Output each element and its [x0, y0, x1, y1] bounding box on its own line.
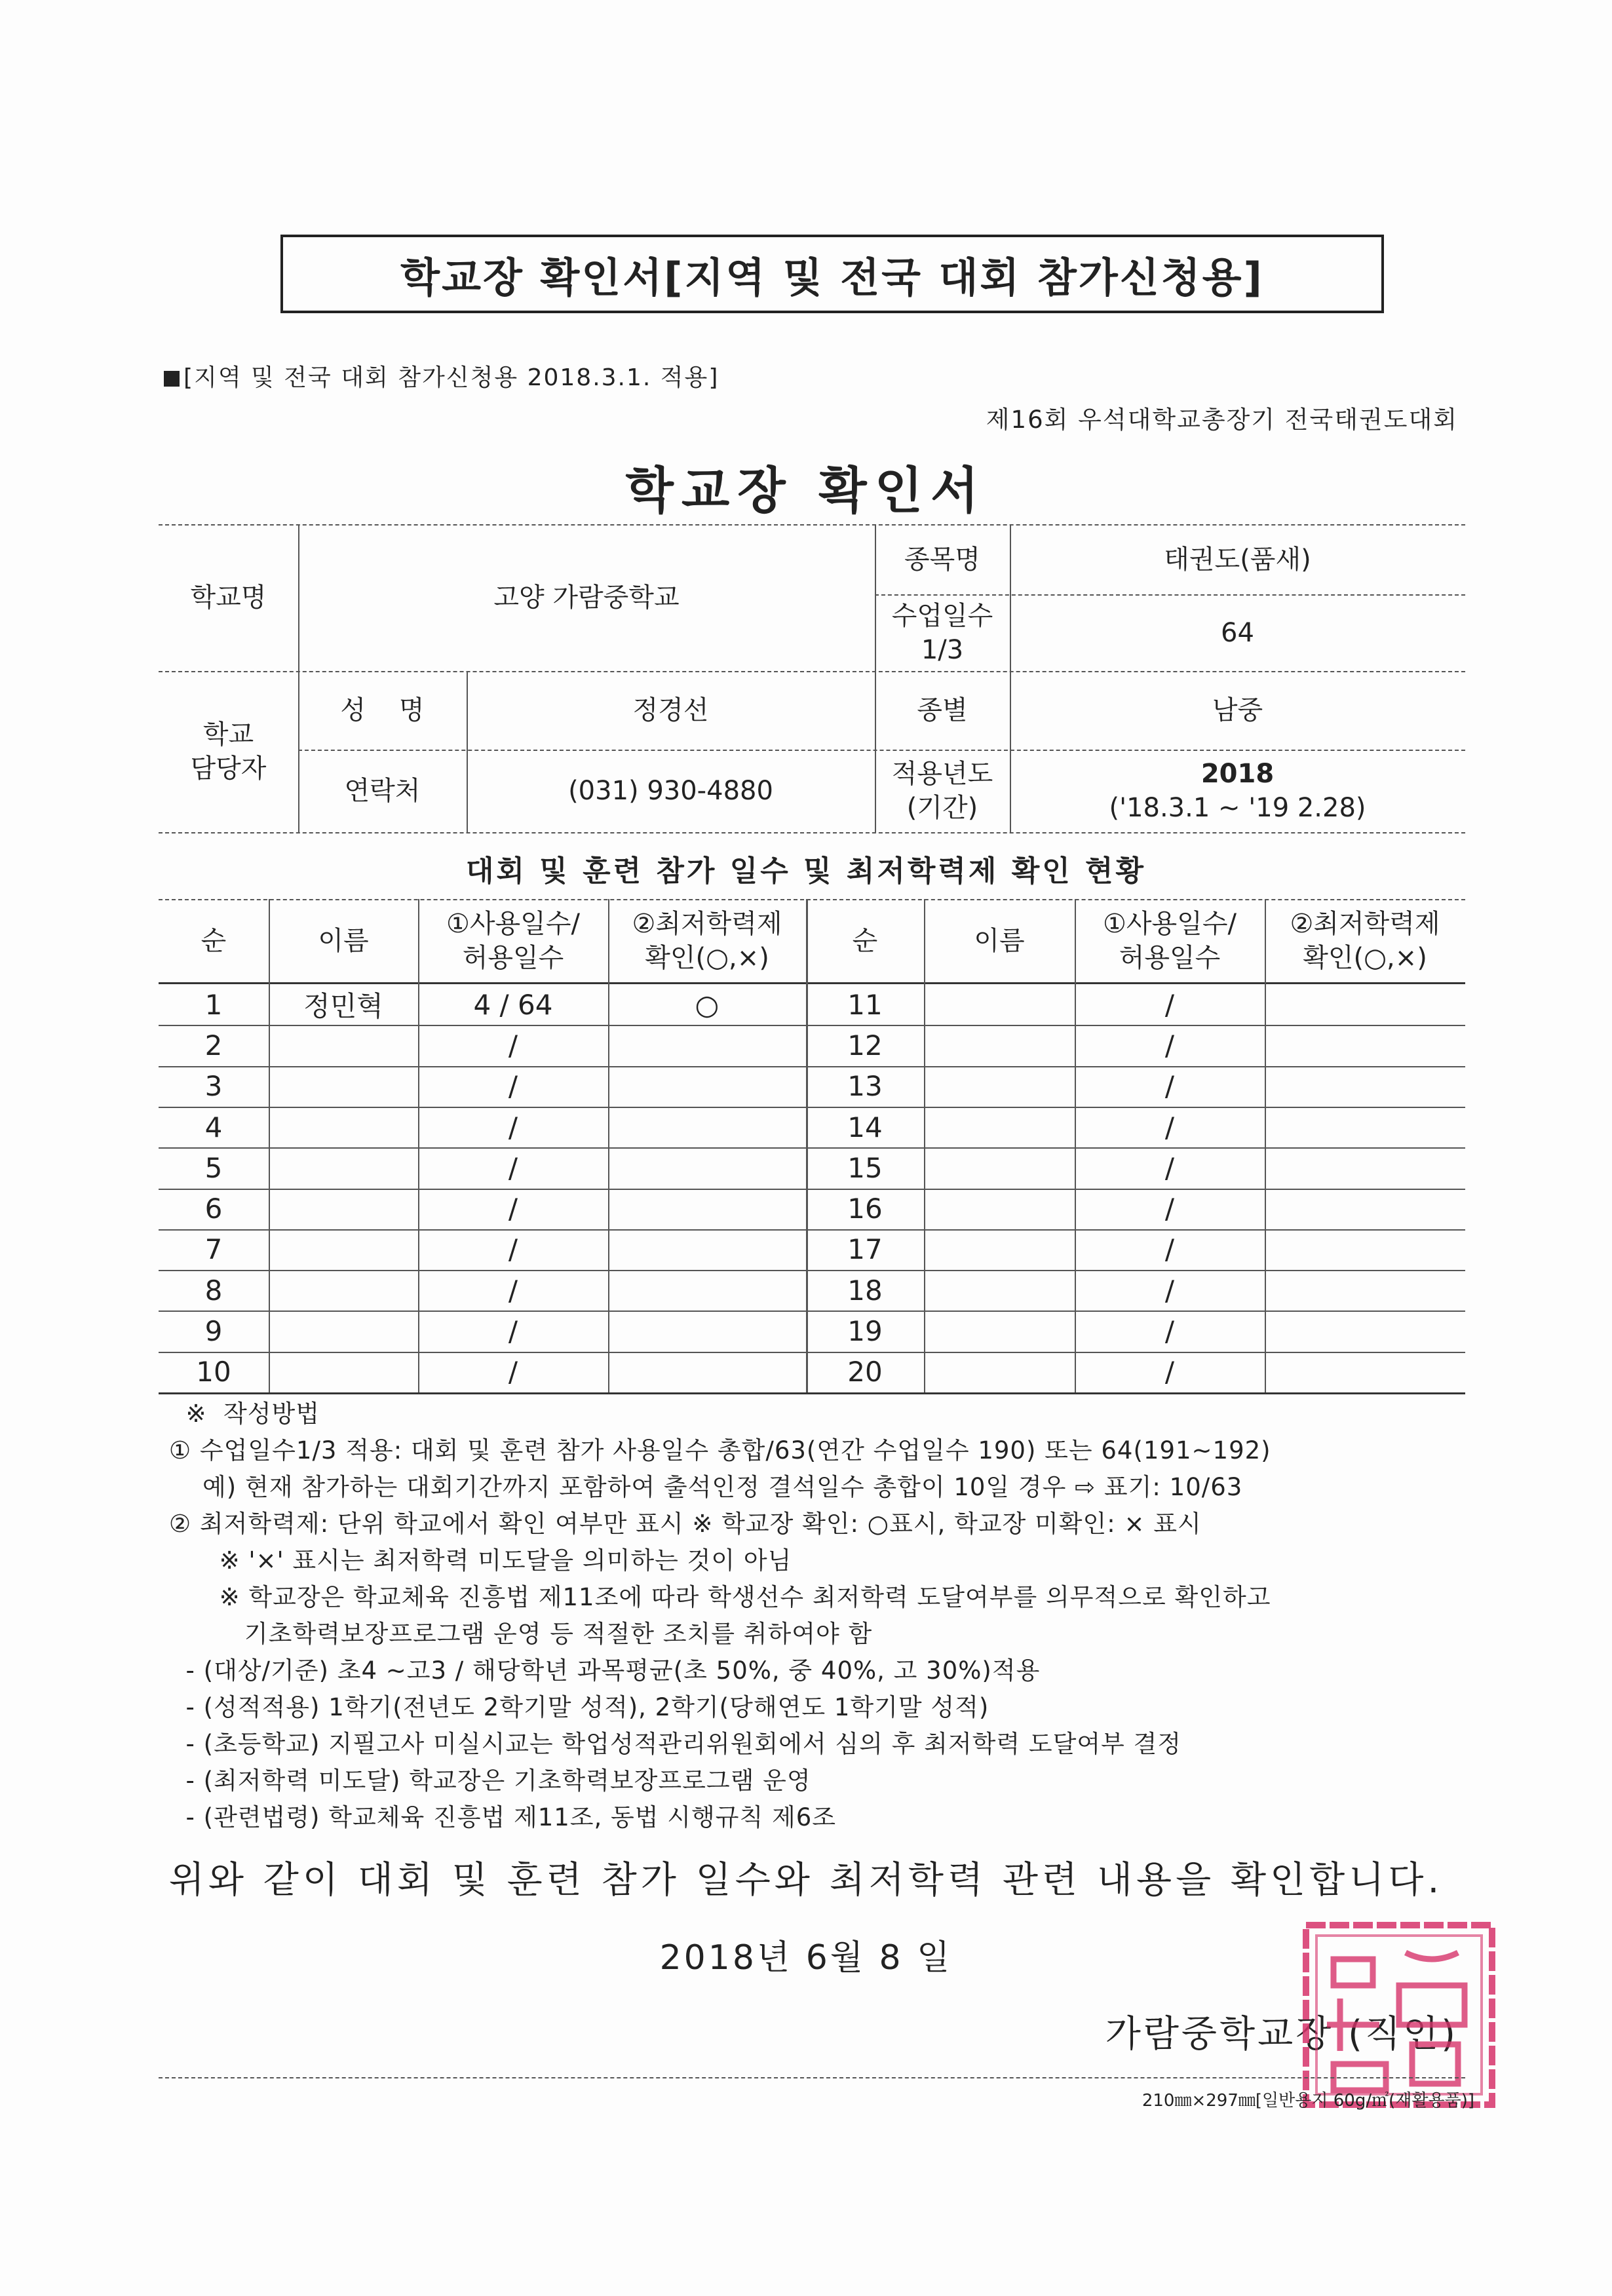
col-no: 순	[201, 925, 227, 956]
cell-check2	[1265, 1025, 1465, 1065]
cell-days2: /	[1164, 1193, 1175, 1225]
col-days-2-line1: ①사용일수/	[1103, 908, 1237, 939]
col-check	[608, 899, 806, 982]
manager-label-line2: 담당자	[190, 754, 267, 784]
cell-days2: /	[1164, 1029, 1175, 1062]
cell-no2: 16	[847, 1193, 883, 1225]
school-label: 학교명	[190, 583, 267, 613]
days-label	[875, 594, 1010, 671]
name-value: 정경선	[632, 695, 709, 725]
cell-days: /	[508, 1233, 518, 1266]
status-title: 대회 및 훈련 참가 일수 및 최저학력제 확인 현황	[465, 854, 1147, 888]
cell-no: 8	[204, 1274, 223, 1307]
cell-check2	[1265, 1229, 1465, 1270]
cell-name2	[924, 1270, 1075, 1311]
signer: 가람중학교장 (직인)	[1105, 2013, 1458, 2056]
cell-name2	[924, 1352, 1075, 1392]
cell-days2: /	[1164, 1151, 1175, 1184]
col-check-line2: 확인(○,×)	[645, 942, 769, 973]
guide-line: - (초등학교) 지필고사 미실시교는 학업성적관리위원회에서 심의 후 최저학력 도달여부 결정	[169, 1730, 1182, 1758]
cell-check: ○	[695, 988, 720, 1021]
document-title: 학교장 확인서[지역 및 전국 대회 참가신청용]	[400, 253, 1264, 301]
school-value: 고양 가람중학교	[493, 583, 680, 613]
cell-days2: /	[1164, 988, 1175, 1021]
cell-days: /	[508, 1274, 518, 1307]
col-days-line1: ①사용일수/	[446, 908, 580, 939]
cell-days2: /	[1164, 1070, 1175, 1103]
cell-name2	[924, 1229, 1075, 1270]
cell-name2	[924, 984, 1075, 1025]
cell-name2	[924, 1189, 1075, 1229]
cell-no: 4	[204, 1111, 223, 1143]
cell-no2: 13	[847, 1070, 883, 1103]
cell-no2: 15	[847, 1151, 883, 1184]
document-title-box	[280, 235, 1384, 313]
cell-name	[269, 1229, 418, 1270]
guide-line: - (성적적용) 1학기(전년도 2학기말 성적), 2학기(당해연도 1학기말 성적)	[169, 1693, 989, 1721]
cell-check	[608, 1270, 806, 1311]
col-days-2-line2: 허용일수	[1119, 942, 1221, 973]
cell-no: 9	[204, 1315, 223, 1348]
col-no-2: 순	[852, 925, 878, 956]
year-value-year: 2018	[1200, 759, 1275, 789]
year-label-line1: 적용년도	[891, 759, 993, 789]
guide-line: - (최저학력 미도달) 학교장은 기초학력보장프로그램 운영	[169, 1767, 811, 1795]
col-check-2-line2: 확인(○,×)	[1303, 942, 1427, 973]
paper-spec: 210㎜×297㎜[일반용지 60g/㎡(재활용품)]	[1142, 2091, 1474, 2111]
cell-no2: 18	[847, 1274, 883, 1307]
cell-name	[269, 1311, 418, 1351]
col-days-2	[1075, 899, 1265, 982]
cell-name: 정민혁	[303, 990, 383, 1023]
cell-no2: 19	[847, 1315, 883, 1348]
cell-name	[269, 1352, 418, 1392]
col-name-2: 이름	[974, 925, 1025, 956]
cell-no: 6	[204, 1193, 223, 1225]
cell-name2	[924, 1147, 1075, 1188]
cell-check	[608, 1352, 806, 1392]
contact-value: (031) 930-4880	[568, 776, 773, 806]
square-bullet-icon	[164, 371, 180, 387]
cell-days: /	[508, 1151, 518, 1184]
cell-no: 1	[204, 988, 223, 1021]
cell-days: 4 / 64	[473, 988, 553, 1021]
cell-check	[608, 1025, 806, 1065]
cell-name2	[924, 1107, 1075, 1147]
cell-no2: 11	[847, 988, 883, 1021]
year-value	[1010, 750, 1465, 832]
cell-check2	[1265, 1311, 1465, 1351]
guide-line: 기초학력보장프로그램 운영 등 적절한 조치를 취하여야 함	[169, 1620, 873, 1648]
cell-days: /	[508, 1356, 518, 1388]
cell-days2: /	[1164, 1233, 1175, 1266]
confirm-statement: 위와 같이 대회 및 훈련 참가 일수와 최저학력 관련 내용을 확인합니다.	[168, 1859, 1444, 1902]
cell-check2	[1265, 1189, 1465, 1229]
cell-no: 10	[196, 1356, 231, 1388]
cell-days2: /	[1164, 1315, 1175, 1348]
cell-name2	[924, 1025, 1075, 1065]
cell-days: /	[508, 1070, 518, 1103]
manager-label	[159, 671, 298, 832]
cell-check	[608, 1107, 806, 1147]
cell-check	[608, 1066, 806, 1107]
manager-label-line1: 학교	[202, 719, 254, 750]
col-check-line1: ②최저학력제	[632, 908, 782, 939]
notice-text: [지역 및 전국 대회 참가신청용 2018.3.1. 적용]	[183, 364, 720, 391]
cell-check2	[1265, 1270, 1465, 1311]
cell-no2: 12	[847, 1029, 883, 1062]
sport-value: 태권도(품새)	[1164, 544, 1311, 575]
year-value-period: ('18.3.1 ~ '19 2.28)	[1109, 793, 1366, 823]
gender-label: 종별	[917, 695, 968, 725]
name-label: 성 명	[340, 695, 425, 725]
guide-line: ② 최저학력제: 단위 학교에서 확인 여부만 표시 ※ 학교장 확인: ○표시, 학교장 미확인: × 표시	[169, 1510, 1202, 1538]
cell-days: /	[508, 1315, 518, 1348]
col-check-2-line1: ②최저학력제	[1290, 908, 1440, 939]
guide-line: ※ 학교장은 학교체육 진흥법 제11조에 따라 학생선수 최저학력 도달여부를 의무적으로 확인하고	[169, 1583, 1271, 1611]
cell-check	[608, 1229, 806, 1270]
cell-days2: /	[1164, 1274, 1175, 1307]
cell-check2	[1265, 1107, 1465, 1147]
writing-guide	[169, 1396, 1271, 1836]
cell-name	[269, 1066, 418, 1107]
cell-check2	[1265, 984, 1465, 1025]
cell-name	[269, 1270, 418, 1311]
sport-label: 종목명	[904, 544, 980, 575]
cell-check2	[1265, 1066, 1465, 1107]
col-check-2	[1265, 899, 1465, 982]
cell-days: /	[508, 1111, 518, 1143]
guide-line: - (관련법령) 학교체육 진흥법 제11조, 동법 시행규칙 제6조	[169, 1803, 837, 1831]
guide-line: ※ '×' 표시는 최저학력 미도달을 의미하는 것이 아님	[169, 1546, 792, 1575]
cell-name2	[924, 1311, 1075, 1351]
cell-no: 7	[204, 1233, 223, 1266]
cell-no2: 14	[847, 1111, 883, 1143]
cell-days: /	[508, 1193, 518, 1225]
year-label	[875, 750, 1010, 832]
year-label-line2: (기간)	[906, 793, 978, 823]
cell-no2: 17	[847, 1233, 883, 1266]
cell-check2	[1265, 1352, 1465, 1392]
cell-days2: /	[1164, 1356, 1175, 1388]
cell-no2: 20	[847, 1356, 883, 1388]
cell-no: 3	[204, 1070, 223, 1103]
cell-check2	[1265, 1147, 1465, 1188]
days-label-line1: 수업일수	[891, 600, 993, 631]
cell-check	[608, 1189, 806, 1229]
cell-name	[269, 1189, 418, 1229]
guide-line: 예) 현재 참가하는 대회기간까지 포함하여 출석인정 결석일수 총합이 10일 경우 ⇨ 표기: 10/63	[169, 1473, 1243, 1501]
main-title: 학교장 확인서	[625, 461, 987, 520]
cell-no: 2	[204, 1029, 223, 1062]
days-value: 64	[1221, 617, 1254, 648]
days-label-line2: 1/3	[921, 634, 964, 665]
cell-days: /	[508, 1029, 518, 1062]
gender-value: 남중	[1212, 695, 1263, 725]
guide-line: ① 수업일수1/3 적용: 대회 및 훈련 참가 사용일수 총합/63(연간 수업일수 190) 또는 64(191~192)	[169, 1436, 1271, 1464]
cell-check	[608, 1147, 806, 1188]
issue-date: 2018년 6월 8 일	[659, 1938, 953, 1978]
cell-name	[269, 1147, 418, 1188]
cell-name	[269, 1025, 418, 1065]
guide-line: - (대상/기준) 초4 ~고3 / 해당학년 과목평균(초 50%, 중 40%, 고 30%)적용	[169, 1656, 1041, 1685]
cell-no: 5	[204, 1151, 223, 1184]
col-days	[418, 899, 608, 982]
guide-line: ※ 작성방법	[169, 1400, 320, 1428]
cell-name2	[924, 1066, 1075, 1107]
notice-line	[164, 359, 719, 392]
col-days-line2: 허용일수	[462, 942, 564, 973]
cell-name	[269, 1107, 418, 1147]
official-seal-stamp	[1301, 1920, 1497, 2110]
col-name: 이름	[318, 925, 369, 956]
cell-days2: /	[1164, 1111, 1175, 1143]
contact-label: 연락처	[344, 776, 421, 806]
cell-check	[608, 1311, 806, 1351]
event-name: 제16회 우석대학교총장기 전국태권도대회	[986, 406, 1458, 434]
